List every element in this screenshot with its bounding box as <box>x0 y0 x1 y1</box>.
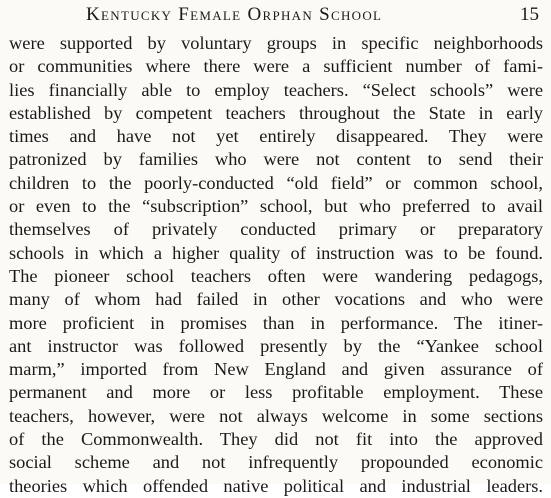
text-line: schools in which a higher quality of instruction was to be found. <box>9 242 543 263</box>
text-line: established by competent teachers throughout the State in early <box>9 102 543 123</box>
text-line: children to the poorly-conducted “old field” or common school, <box>9 172 543 193</box>
text-line: teachers, however, were not always welcome in some sections <box>9 405 543 426</box>
text-line: of the Commonwealth. They did not fit into the approved <box>9 429 543 450</box>
text-line: or even to the “subscription” school, but who preferred to avail <box>9 196 543 217</box>
running-title: Kentucky Female Orphan School <box>86 4 383 25</box>
text-line: The pioneer school teachers often were wandering pedagogs, <box>9 265 543 286</box>
text-line: patronized by families who were not content to send their <box>9 149 543 170</box>
text-line: many of whom had failed in other vocations and who were <box>9 289 543 310</box>
text-line: ant instructor was followed presently by the “Yankee school <box>9 335 543 356</box>
text-line: social scheme and not infrequently propounded economic <box>9 452 543 473</box>
text-line: or communities where there were a sufficient number of fami- <box>9 56 543 77</box>
text-line: themselves of privately conducted primary or preparatory <box>9 219 543 240</box>
running-head <box>0 4 551 28</box>
body-paragraph <box>9 32 543 498</box>
text-line: were supported by voluntary groups in specific neighborhoods <box>9 33 543 53</box>
text-line: permanent and more or less profitable employment. These <box>9 382 543 403</box>
text-line: more proficient in promises than in performance. The itiner- <box>9 312 543 333</box>
text-line: lies financially able to employ teachers. “Select schools” were <box>9 79 543 100</box>
text-line: theories which offended native political and industrial leaders. <box>9 475 543 496</box>
page-number: 15 <box>520 4 539 25</box>
text-line: marm,” imported from New England and given assurance of <box>9 359 543 380</box>
text-line: times and have not yet entirely disappeared. They were <box>9 126 543 147</box>
